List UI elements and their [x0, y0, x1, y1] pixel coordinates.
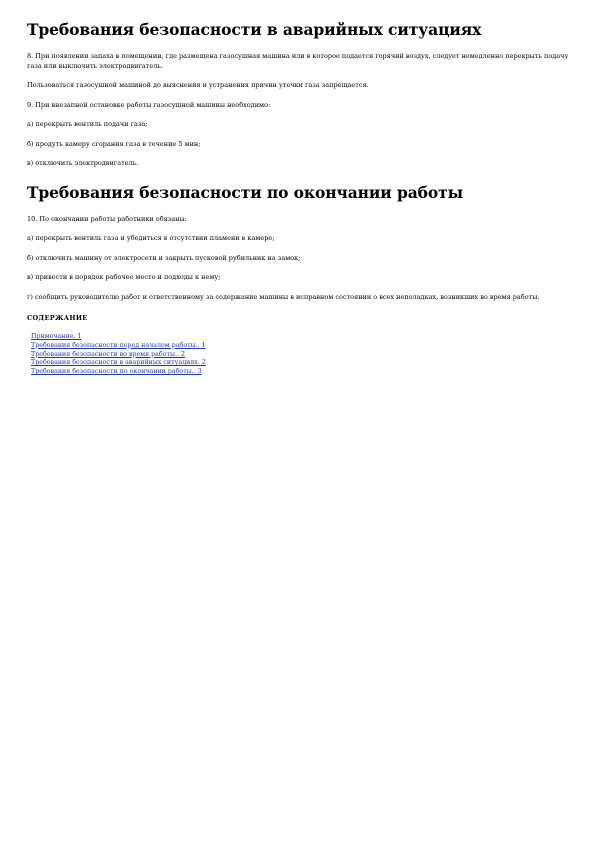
- paragraph: в) привести в порядок рабочее место и подходы к нему;: [27, 273, 221, 281]
- toc-link-emergency[interactable]: Требования безопасности в аварийных ситуациях. 2: [31, 359, 206, 367]
- toc-link-end-of-work[interactable]: Требования безопасности по окончании работы.. 3: [31, 368, 202, 376]
- paragraph: б) продуть камеру сгорания газа в течение 5 мин;: [27, 139, 201, 148]
- paragraph: в) отключить электродвигатель.: [27, 159, 139, 167]
- table-of-contents: [31, 333, 572, 377]
- paragraph: Пользоваться газосушной машиной до выяснения и устранения причин утечки газа запрещается.: [27, 81, 369, 89]
- paragraph: а) перекрыть вентиль газа и убедиться в отсутствии пламени в камере;: [27, 234, 275, 242]
- toc-heading: СОДЕРЖАНИЕ: [27, 314, 88, 322]
- paragraph: 10. По окончании работы работники обязаны:: [27, 214, 187, 223]
- section-emergency: [27, 20, 572, 169]
- paragraph: 9. При внезапной остановке работы газосушной машины необходимо:: [27, 100, 271, 109]
- toc-link-before-work[interactable]: Требования безопасности перед началом работы.. 1: [31, 341, 206, 349]
- section-title-end-of-work: Требования безопасности по окончании работы: [27, 182, 464, 202]
- toc-link-during-work[interactable]: Требования безопасности во время работы.. 2: [31, 350, 186, 358]
- section-title-emergency: Требования безопасности в аварийных ситуациях: [27, 20, 482, 39]
- section-end-of-work: [27, 183, 572, 303]
- document-page: [27, 20, 572, 377]
- paragraph: 8. При появлении запаха в помещении, где размещена газосушная машина или в которое подается горячий воздух, следует немедленно перекрыть подачу газа или выключить электродвигатель.: [27, 52, 569, 70]
- toc-link-note[interactable]: Примечание. 1: [31, 333, 82, 340]
- paragraph: а) перекрыть вентиль подачи газа;: [27, 120, 148, 128]
- paragraph: г) сообщить руководителю работ и ответственному за содержание машины в исправном состоянии о всех неполадках, возникших во время работы.: [27, 292, 540, 301]
- paragraph: б) отключить машину от электросети и закрыть пусковой рубильник на замок;: [27, 253, 301, 262]
